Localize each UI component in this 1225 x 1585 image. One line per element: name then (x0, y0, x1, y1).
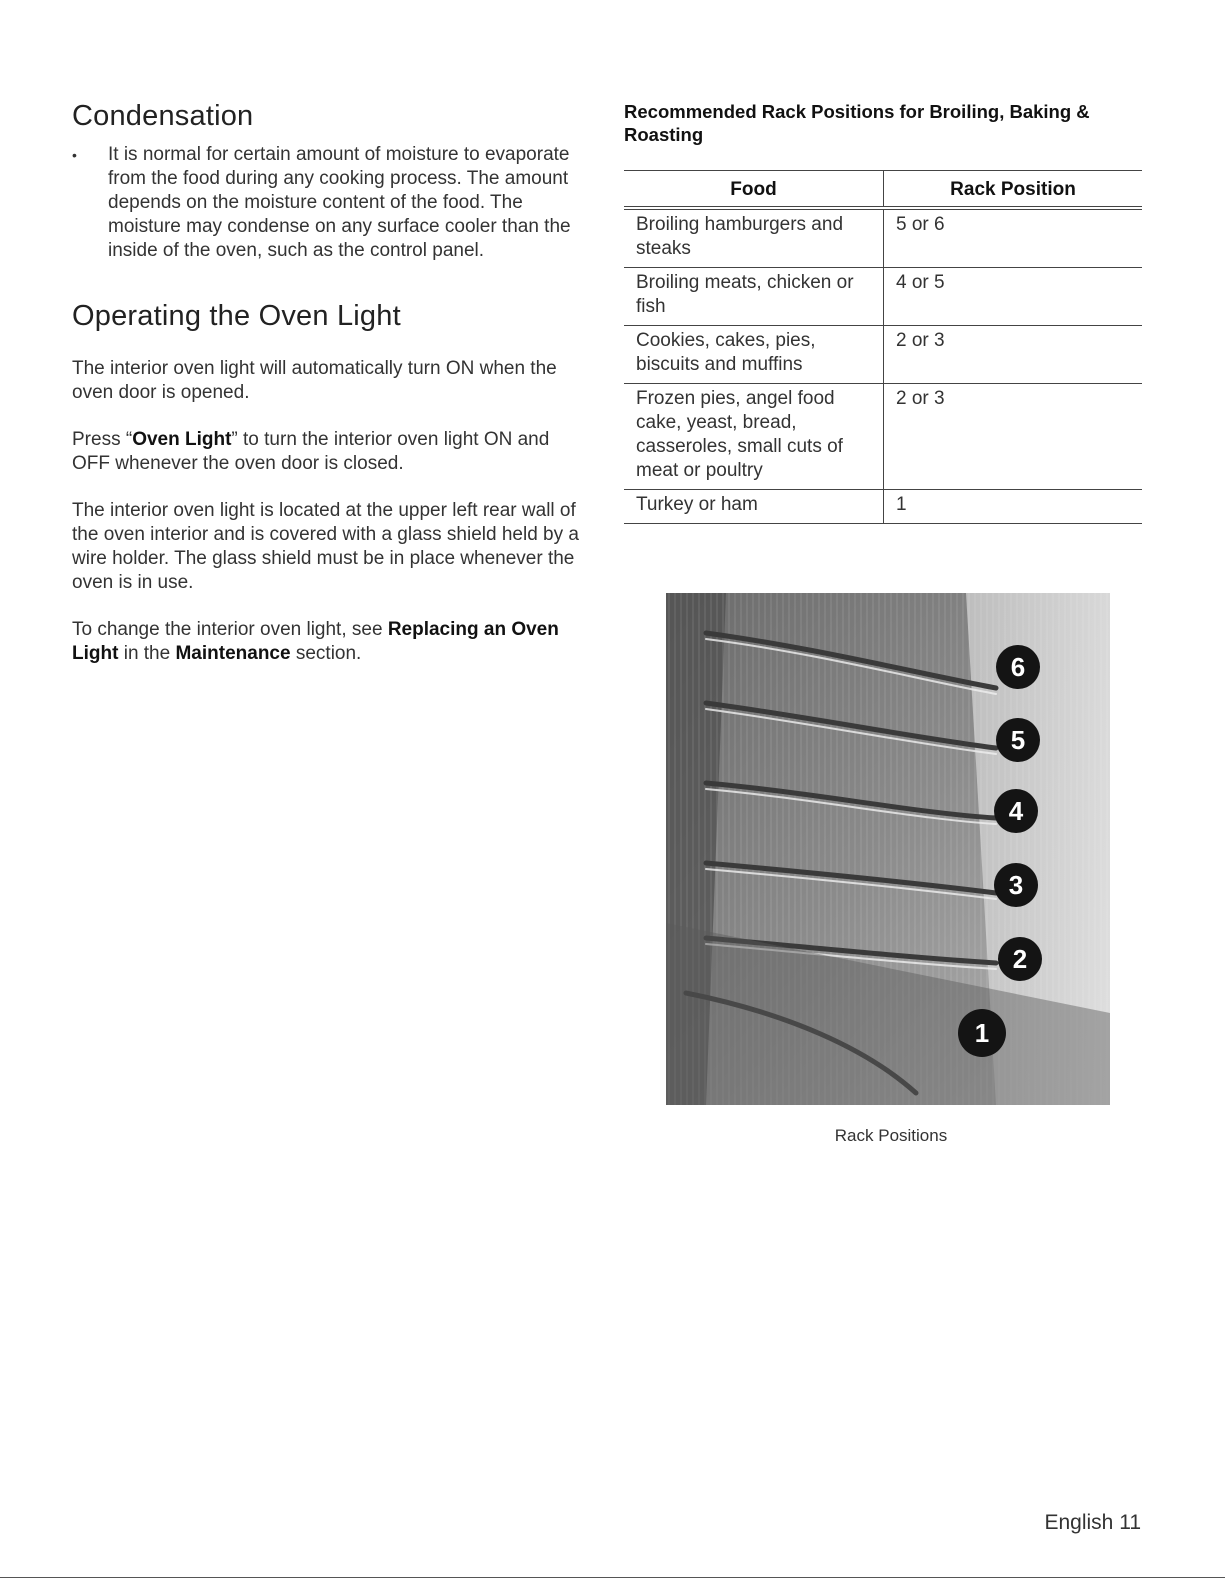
rack-position-table (624, 170, 1142, 524)
page-footer: English 11 (1044, 1511, 1141, 1534)
rack-cell: 2 or 3 (884, 384, 1143, 490)
p2-text-a: Press “ (72, 429, 133, 450)
table-row (624, 208, 1142, 268)
rack-cell: 2 or 3 (884, 326, 1143, 384)
right-column (624, 100, 1144, 524)
table-row (624, 490, 1142, 524)
table-row (624, 384, 1142, 490)
food-cell: Turkey or ham (624, 490, 884, 524)
oven-light-heading: Operating the Oven Light (72, 300, 401, 332)
food-cell: Broiling hamburgers and steaks (624, 208, 884, 268)
rack-marker-3 (994, 863, 1038, 907)
replacing-oven-light-ref: Replacing an Oven Light (72, 619, 559, 664)
maintenance-ref: Maintenance (175, 643, 291, 664)
rack-marker-1 (958, 1009, 1006, 1057)
rack-label-2: 2 (1012, 944, 1028, 974)
rack-marker-4 (994, 789, 1038, 833)
p4-text-a: To change the interior oven light, see (72, 619, 388, 640)
rack-marker-2 (998, 937, 1042, 981)
p2-text-c: ” to turn the interior oven light ON and OFF whenever the oven door is closed. (72, 429, 550, 474)
food-cell: Cookies, cakes, pies, biscuits and muffins (624, 326, 884, 384)
left-column (72, 100, 587, 666)
oven-light-key-label: Oven Light (132, 429, 232, 450)
food-cell: Frozen pies, angel food cake, yeast, bread, casseroles, small cuts of meat or poultry (624, 384, 884, 490)
food-column-header: Food (624, 171, 884, 209)
condensation-heading: Condensation (72, 100, 254, 132)
table-row (624, 268, 1142, 326)
rack-label-1: 1 (974, 1018, 990, 1048)
oven-light-change-paragraph (72, 618, 587, 666)
condensation-text: It is normal for certain amount of moisture to evaporate from the food during any cooking process. The amount depends on the moisture content of the food. The moisture may condense on any surface cooler than the inside of the oven, such as the control panel. (108, 144, 571, 261)
condensation-bullet (72, 143, 587, 263)
photo-caption: Rack Positions (834, 1126, 948, 1145)
table-row (624, 326, 1142, 384)
rack-positions-photo (666, 593, 1110, 1105)
rack-label-5: 5 (1010, 725, 1026, 755)
oven-light-location-paragraph: The interior oven light is located at the upper left rear wall of the oven interior and is covered with a glass shield held by a wire holder. The glass shield must be in place whenever the oven is in use. (72, 500, 579, 593)
table-header-row (624, 171, 1142, 209)
rack-marker-6 (996, 645, 1040, 689)
rack-cell: 4 or 5 (884, 268, 1143, 326)
oven-light-auto-paragraph: The interior oven light will automatically turn ON when the oven door is opened. (72, 358, 557, 403)
oven-interior-illustration (666, 593, 1110, 1105)
oven-light-press-paragraph (72, 428, 587, 476)
bottom-divider (0, 1577, 1225, 1578)
rack-column-header: Rack Position (884, 171, 1143, 209)
rack-label-3: 3 (1008, 870, 1024, 900)
p4-text-e: section. (290, 643, 362, 664)
rack-marker-5 (996, 718, 1040, 762)
bullet-icon: • (72, 147, 77, 163)
rack-cell: 1 (884, 490, 1143, 524)
food-cell: Broiling meats, chicken or fish (624, 268, 884, 326)
rack-cell: 5 or 6 (884, 208, 1143, 268)
rack-label-6: 6 (1010, 652, 1026, 682)
p4-text-c: in the (118, 643, 176, 664)
condensation-list (72, 143, 587, 263)
rack-table-title: Recommended Rack Positions for Broiling, Baking & Roasting (624, 101, 1090, 145)
rack-label-4: 4 (1008, 796, 1024, 826)
